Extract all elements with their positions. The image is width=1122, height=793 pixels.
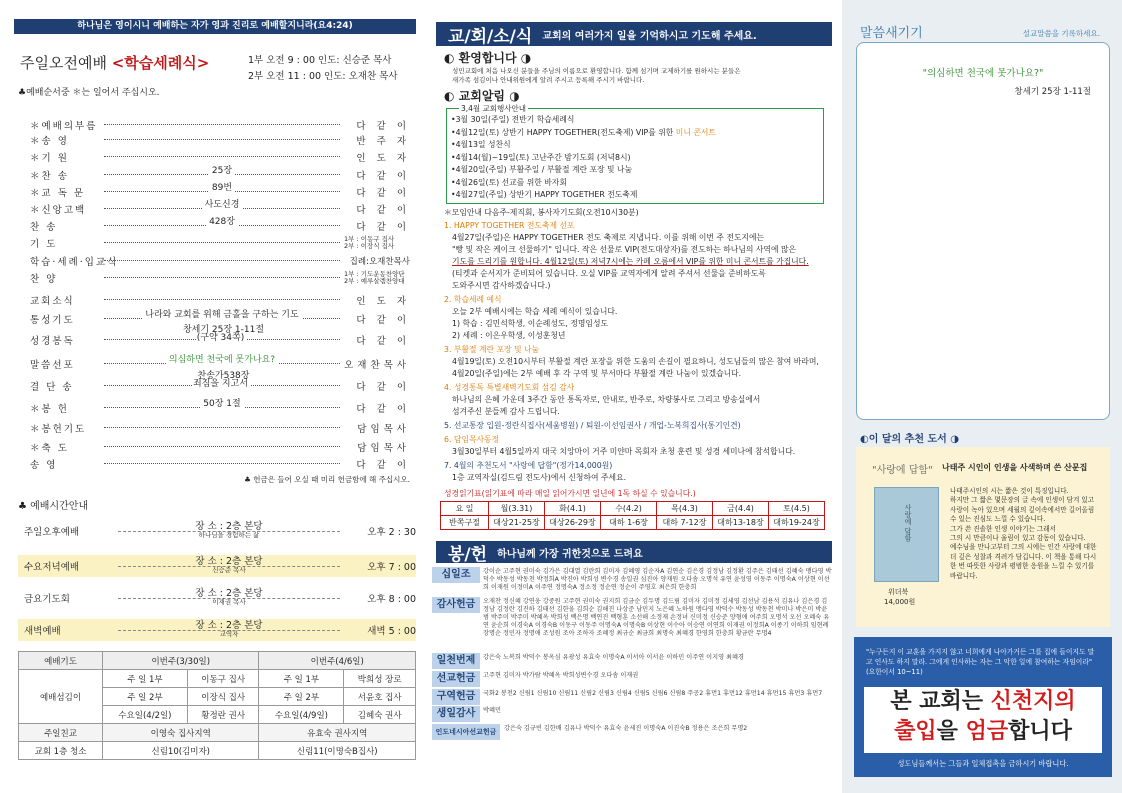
notice-title: ◐ 교회알림 ◑ [444, 89, 520, 103]
event-item: •4월26일(토) 선교를 위한 바자회 [451, 177, 567, 187]
order-item-text: 50장 1절 [200, 399, 243, 409]
book-price: 14,000원 [884, 598, 916, 606]
order-row [30, 401, 410, 414]
news-line: 1층 교역자실(김드림 전도사)에서 신청하여 주세요. [452, 473, 627, 482]
table-cell: 주일친교 [19, 724, 103, 742]
news-header-title: 교/회/소/식 [448, 26, 533, 47]
order-item-content [104, 218, 340, 226]
news-line: 오늘 2부 예배시에는 학습 세례 예식이 있습니다. [452, 307, 618, 316]
dotted-leader [104, 299, 340, 300]
table-cell: 대상21-25장 [489, 516, 545, 530]
service-time: 오후 2 : 30 [367, 527, 416, 538]
order-item-name: ＊교 독 문 [30, 187, 86, 199]
schedule-row [18, 619, 416, 641]
news-line: 4월20일(주일)에는 2부 예배 후 각 구역 및 부서마다 부활절 계란 나눔이 있겠습니다. [452, 369, 742, 378]
book-desc-line: 바랍니다. [950, 571, 978, 580]
table-cell: 토(4.5) [769, 502, 825, 516]
order-item-name: ＊기 원 [30, 152, 69, 164]
order-row [30, 236, 410, 249]
news-line: (티켓과 순서지가 준비되어 있습니다. 오실 VIP를 교역자에게 알려 주셔서 선물을 준비하도록 [452, 269, 766, 278]
table-cell: 화(4.1) [545, 502, 601, 516]
news-header [436, 22, 832, 46]
order-item-leader: 1부 : 이동구 집사 2부 : 이장식 집사 [344, 234, 395, 250]
worship-subtitle: <학습세례식> [111, 54, 210, 72]
order-item-content [104, 356, 340, 364]
order-row [30, 271, 410, 284]
offering-header-title: 봉/헌 [448, 544, 488, 565]
warning-box [864, 687, 1102, 753]
welcome-text-1: 성민교회에 처음 나오신 분들을 주님의 이름으로 환영합니다. 함께 섬기며 교제하기를 원하시는 분들은 [452, 67, 741, 75]
order-row [30, 371, 410, 393]
welcome-text-2: 새가족 섬김이나 안내위원에게 알려 주시고 등록해 주시기 바랍니다. [452, 76, 645, 84]
event-item: •4월13일 성찬식 [451, 140, 511, 149]
news-line: "빵 및 작은 케이크 선물하기" 입니다. 작은 선물로 VIP(전도대상자)를 전도하는 하나님의 사역에 많은 [452, 245, 797, 254]
dashed-leader [118, 520, 340, 539]
order-item-leader: 다 같 이 [356, 204, 410, 216]
top-banner: 하나님은 영이시니 예배하는 자가 영과 진리로 예배할지니라(요4:24) [14, 19, 416, 34]
order-item-text: 사도신경 [202, 200, 243, 210]
order-row [30, 168, 410, 181]
order-item-text: 89번 [209, 183, 235, 193]
order-row [30, 202, 410, 215]
order-item-leader: 담임목사 [357, 423, 410, 435]
order-item-content [104, 167, 340, 175]
offering-label: 생일감사 [432, 706, 480, 722]
place-text: 장 소 : 2층 본당 [195, 587, 263, 599]
order-item-leader: 집례:오재찬목사 [349, 256, 410, 267]
order-item-leader: 다 같 이 [356, 459, 410, 471]
event-item: •3월 30일(주일) 전반기 학습세례식 [451, 115, 575, 124]
order-item-name: 통성기도 [30, 314, 75, 326]
schedule-row [18, 587, 416, 609]
news-line: 6. 담임목사동정 [444, 435, 500, 444]
order-item-name: 찬 송 [30, 221, 58, 233]
book-panel [856, 447, 1110, 627]
offering-names: 강은숙 김규빈 김한배 김유나 박덕수 유효숙 윤세진 이명숙A 이진숙B 정용은 조은희 무명2 [504, 725, 748, 732]
order-item-content [104, 372, 340, 388]
service-name: 금요기도회 [24, 594, 70, 605]
order-note: ♣예배순서중 ＊는 일어서 주십시오. [18, 88, 160, 98]
news-line: 3월30일부터 4월5일까지 대국 치앙마이 거주 미얀마 목회자 초청 훈련 및 성경 세미나에 참석합니다. [452, 447, 796, 456]
offering-names: 국화2 봉천2 신림1 신림10 신림11 신림2 신림3 신림4 신림5 신림6 신림8 주공2 휴먼1 휴먼12 휴먼14 휴먼15 휴먼3 휴먼7 [483, 690, 823, 697]
dotted-leader [104, 124, 340, 125]
order-item-content [104, 311, 340, 319]
sermon-note-subtitle: 설교말씀을 기록하세요. [1022, 29, 1100, 38]
table-cell: 대하 7-12장 [657, 516, 713, 530]
table-cell: 이장식 집사 [187, 688, 259, 706]
book-name: "사랑에 답함" [872, 465, 933, 476]
order-item-text: 나라와 교회를 위해 금홀을 구하는 기도 [142, 310, 301, 320]
news-line: 4월27일(주일)은 HAPPY TOGETHER 전도 축제로 지냅니다. 이를 위해 이번 주 전도지에는 [452, 233, 765, 242]
bible-reading-title: 성경읽기표(읽기표에 따라 매일 읽어가시면 일년에 1독 하실 수 있습니다.) [444, 489, 696, 498]
book-desc-line: 하지만 그 짧은 몇문장의 글 속에 인생이 담겨 있고 [950, 496, 1095, 505]
order-item-content [104, 400, 340, 408]
offering-label: 일천번제 [432, 653, 480, 669]
table-cell: 목(4.3) [657, 502, 713, 516]
bible-reading-table [440, 501, 825, 530]
warning-panel [854, 637, 1112, 777]
order-item-name: ＊찬 송 [30, 170, 69, 182]
dotted-leader [104, 242, 340, 243]
order-item-leader: 담임목사 [357, 442, 410, 454]
event-box [446, 104, 824, 204]
news-line: 섬겨주신 분들께 감사 드립니다. [452, 407, 560, 416]
dotted-leader [104, 446, 340, 447]
order-row [30, 325, 410, 347]
table-cell: 수요일(4/2일) [103, 706, 188, 724]
table-cell: 신림10(김미자) [103, 742, 259, 760]
dotted-leader [104, 371, 340, 389]
order-row [30, 254, 410, 267]
order-item-name: ＊봉헌기도 [30, 423, 87, 435]
table-cell: 반쪽구절 [441, 516, 489, 530]
dotted-leader [104, 325, 340, 343]
service-name: 새벽예배 [24, 626, 61, 637]
offering-label: 인도네시아선교헌금 [432, 724, 500, 740]
news-line: 3. 부활절 계란 포장 및 나눔 [444, 345, 540, 354]
service-place [118, 522, 340, 540]
order-item-leader: 다 같 이 [356, 335, 410, 347]
order-item-leader: 다 같 이 [356, 120, 410, 132]
table-cell: 이번주(3/30일) [103, 652, 259, 670]
order-item-text: 의심하면 천국에 못가나요? [166, 355, 278, 365]
sermon-note-title: 말씀새기기 [860, 26, 923, 41]
order-item-name: 성경봉독 [30, 335, 75, 347]
news-header-subtitle: 교회의 여러가지 일을 기억하시고 기도해 주세요. [542, 30, 757, 42]
book-section-title: ◐이 달의 추천 도서 ◑ [860, 434, 959, 445]
order-row [30, 219, 410, 232]
order-row [30, 293, 410, 306]
table-cell: 황정란 권사 [187, 706, 259, 724]
book-desc-line: 그가 쓴 진솔한 인생 이야기는 그래서 [950, 524, 1057, 533]
order-item-leader: 오재찬목사 [344, 359, 410, 371]
order-item-name: ＊신앙고백 [30, 204, 87, 216]
table-cell: 주 일 2부 [103, 688, 188, 706]
dotted-leader [104, 156, 340, 157]
order-item-name: ＊축 도 [30, 442, 69, 454]
order-item-text: 찬송가538장 죄짐을 지고서 [192, 371, 250, 389]
table-cell: 신림11(이명숙B집사) [259, 742, 416, 760]
news-line: 4. 성경통독 특별새벽기도회 섬김 감사 [444, 383, 575, 392]
order-item-leader: 다 같 이 [356, 221, 410, 233]
sermon-note-box[interactable] [856, 42, 1110, 420]
warning-text: 본 교회는 [890, 689, 991, 714]
news-line: 4월19일(토) 오전10시부터 부활절 계란 포장을 위한 도움의 손길이 필요하니, 성도님들의 많은 참여 바라며, [452, 357, 819, 366]
book-desc-line: 나태주시인의 시는 짧은 것이 특징입니다. [950, 487, 1069, 495]
table-cell: 수(4.2) [601, 502, 657, 516]
news-line: 5. 선교통장 입원-정란식집사(세움병원) / 퇴원-이선임권사 / 개업-노복희집사(통기인견) [444, 421, 741, 430]
service-place [118, 589, 340, 607]
offering-names: 박혜민 [483, 707, 501, 714]
offering-header [436, 541, 832, 563]
order-row [30, 312, 410, 325]
table-cell: 대상26-29장 [545, 516, 601, 530]
left-column [0, 0, 428, 793]
place-text: 장 소 : 2층 본당 [195, 555, 263, 567]
order-item-content [104, 184, 340, 192]
place-text: 장 소 : 2층 본당 [195, 619, 263, 631]
book-tagline: 나태주 시인이 인생을 사색하며 쓴 산문집 [942, 463, 1088, 472]
order-item-name: 교회소식 [30, 295, 75, 307]
table-cell: 이번주(4/6일) [259, 652, 416, 670]
order-item-name: 기 도 [30, 238, 58, 250]
warning-verse: "누구든지 이 교훈을 가지지 않고 너희에게 나아가거든 그를 집에 들이지도 말고 인사도 하지 말라. 그에게 인사하는 자는 그 악한 일에 참여하는 자임이라" (요한이서 10~11) [866, 648, 1095, 676]
order-row [30, 457, 410, 470]
event-item [451, 127, 716, 140]
dotted-leader [104, 427, 340, 428]
place-sub: 신승준 목사 [212, 565, 246, 574]
table-cell: 주 일 1부 [103, 670, 188, 688]
news-line: 도와주시면 감사하겠습니다.) [452, 281, 551, 290]
table-cell: 교회 1층 청소 [19, 742, 103, 760]
warning-red-text: 출입 [894, 719, 937, 744]
order-item-leader: 다 같 이 [356, 187, 410, 199]
table-cell: 서윤호 집사 [344, 688, 416, 706]
news-line: 2) 세례 : 이은우학생, 이성훈청년 [452, 331, 566, 340]
dotted-leader [104, 217, 340, 227]
offering-label: 구역헌금 [432, 689, 480, 705]
warning-red-text: 신천지의 [990, 689, 1076, 714]
order-item-name: 결 단 송 [30, 381, 74, 393]
dotted-leader [104, 355, 340, 365]
offering-names: 오재찬 정신혜 강연웅 강중원 고주현 권미숙 권지희 김금순 김두명 김드림 김미자 김미정 김세영 김선남 김용석 김유나 김은경 김정남 김정란 김진하 김태선 김한올 김희순 김해진 나상준 남민지 노은혜 노하원 맹다영 박덕수 박동성 박동천 박미나 박은미 박윤범 박주미 박주미 박혜옥 박희성 백은명 백연진 백형훈 소선해 소정재 손정녀 신미정 신승준 양형애 여주희 오명석 오선 오혜숙 유연 윤순희 이경숙A 이경숙B 이동구 이동주 이명숙A 이명숙B 이상현 이수아 이승연 이연희 이재권 이정희A 이종기 이하희 임현례 장명순 정민자 정명애 조성원 조아 조하자 조혜정 최규순 최금희 최명숙 최혜경 한영희 한충희 황금란 무명4 [483, 598, 830, 637]
warning-red-text: 엄금 [965, 719, 1009, 744]
offering-names: 강이순 고주현 권미숙 김가은 김대열 김란희 김미자 김혜영 김순자A 김연순 김은경 김정남 김정환 김주은 김태선 김혜숙 맹다영 박덕수 박동성 박동천 박정희A 박진아 박희성 변수경 송일권 심진아 양재원 오다솜 오명석 유연 윤성영 이동주 이명숙A 이상현 이선희 이재원 이정미A 이주연 정명숙A 정소정 정순연 정순이 주영호 최은희 한충희 [483, 568, 832, 591]
dotted-leader [104, 139, 340, 140]
warning-text: 을 [936, 719, 966, 744]
order-item-content [104, 326, 340, 342]
order-item-name: ＊예배의부름 [30, 120, 98, 132]
order-item-text: 창세기 25장 1-11절 (구약 34쪽) [180, 325, 264, 343]
dashed-leader [118, 587, 340, 606]
news-line: 2. 학습세례 예식 [444, 295, 502, 304]
worship-title [20, 52, 209, 73]
warning-line-2 [864, 717, 1102, 747]
dotted-leader [104, 310, 340, 320]
place-sub: 하나님을 경험하는 삶 [198, 530, 260, 539]
place-sub: 이재권 목사 [212, 597, 246, 606]
order-item-leader: 다 같 이 [356, 403, 410, 415]
table-cell: 주 일 1부 [259, 670, 344, 688]
offering-label: 선교헌금 [432, 671, 480, 687]
dashed-leader [118, 619, 340, 638]
order-item-leader: 인 도 자 [356, 152, 410, 164]
table-cell: 김혜숙 권사 [344, 706, 416, 724]
table-cell: 대하19-24장 [769, 516, 825, 530]
table-cell: 이동구 집사 [187, 670, 259, 688]
event-list [451, 114, 716, 202]
book-desc-line: 그의 시 만큼이나 울림이 있고 감동이 있습니다. [950, 534, 1086, 543]
order-item-name: 송 영 [30, 459, 58, 471]
dotted-leader [104, 277, 340, 278]
table-cell: 대하 1-6장 [601, 516, 657, 530]
order-item-leader: 다 같 이 [356, 314, 410, 326]
order-item-leader: 인 도 자 [356, 295, 410, 307]
order-row [30, 133, 410, 146]
offering-label: 십일조 [432, 567, 480, 583]
order-item-leader: 다 같 이 [356, 381, 410, 393]
service-name: 수요저녁예배 [24, 562, 80, 573]
order-row [30, 440, 410, 453]
offering-label: 감사헌금 [432, 597, 480, 613]
order-item-name: ＊봉 헌 [30, 403, 69, 415]
book-description [950, 487, 1096, 581]
order-item-name: 찬 양 [30, 273, 58, 285]
news-line: 기도를 드리기를 원합니다. 4월12일(토) 저녁7시에는 카페 오름에서 VIP를 위한 미니 콘서트를 가집니다. [452, 257, 809, 266]
prayer-service-table [18, 651, 416, 760]
dotted-leader [104, 463, 340, 464]
meeting-note: ＊모임안내 다음주-제직회, 봉사자기도회(오전10시30분) [444, 208, 639, 217]
sermon-quote: "의심하면 천국에 못가나요?" [922, 68, 1044, 79]
worship-name: 주일오전예배 [20, 54, 107, 72]
sermon-reference: 창세기 25장 1-11절 [1014, 87, 1091, 97]
book-desc-line: 예수님을 만나고부터 그의 시에는 인간 사랑에 대한 [950, 543, 1097, 552]
table-cell: 박희성 장로 [344, 670, 416, 688]
news-line: 7. 4월의 추천도서 "사랑에 답함"(정가14,000원) [444, 461, 613, 470]
table-cell: 주 일 2부 [259, 688, 344, 706]
book-cover-title: 사랑에 답함 [904, 504, 912, 542]
book-desc-line: 한 번 따뜻한 사랑과 평범한 응원을 느낄 수 있기를 [950, 562, 1095, 571]
order-item-text: 428장 [206, 217, 238, 227]
event-text: •4월12일(토) 상반기 HAPPY TOGETHER(전도축제) VIP를 위한 [451, 127, 676, 137]
book-cover [874, 487, 939, 582]
dotted-leader [104, 166, 340, 176]
event-item: •4월14(월)~19일(토) 고난주간 밤기도회 (저녁8시) [451, 152, 631, 162]
right-column [842, 0, 1122, 793]
news-line: 하나님의 은혜 가운데 3주간 동안 통독자로, 안내로, 반주로, 차량봉사로 그리고 방송실에서 [452, 395, 761, 404]
warning-line-1 [864, 687, 1102, 717]
offering-names: 강은숙 노복희 박덕수 봉옥심 유광성 유효숙 이명숙A 이서아 이서윤 이하민 이주연 이지영 최혜경 [483, 654, 744, 661]
table-cell: 월(3.31) [489, 502, 545, 516]
offering-header-subtitle: 하나님께 가장 귀한것으로 드려요 [497, 548, 643, 560]
place-text: 장 소 : 2층 본당 [195, 520, 263, 532]
service-name: 주일오후예배 [24, 527, 80, 538]
order-row [30, 357, 410, 370]
warning-note: 성도님들께서는 그들과 일체접촉을 금하시기 바랍니다. [897, 759, 1069, 768]
order-item-name: 말씀선포 [30, 359, 75, 371]
table-cell: 요 일 [441, 502, 489, 516]
order-row [30, 421, 410, 434]
event-item: •4월20일(주일) 부활주일 / 부활절 계란 포장 및 나눔 [451, 165, 633, 174]
order-row [30, 150, 410, 163]
place-sub: 교역자 [219, 629, 239, 638]
schedule-row [18, 520, 416, 542]
table-cell: 유효숙 권사지역 [259, 724, 416, 742]
book-desc-line: 사랑이 녹아 있으며 세월의 깊이속에서만 길어올림 [950, 505, 1095, 514]
table-cell: 예배섬김이 [19, 670, 103, 724]
book-publisher: 위더북 [888, 588, 909, 596]
schedule-row [18, 555, 416, 577]
order-item-name: 학습·세례·입교식 [30, 256, 119, 268]
service-time: 새벽 5 : 00 [367, 626, 416, 637]
order-item-name: ＊송 영 [30, 135, 69, 147]
order-item-leader: 반 주 자 [356, 135, 410, 147]
schedule-title: ♣ 예배시간안내 [18, 501, 89, 512]
concert-highlight: 미니 콘서트 [675, 127, 716, 137]
dotted-leader [104, 200, 340, 210]
news-line: 1. HAPPY TOGETHER 전도축제 선포 [444, 221, 575, 230]
warning-text: 합니다 [1008, 719, 1072, 744]
welcome-title: ◐ 환영합니다 ◑ [444, 51, 532, 65]
order-item-leader: 1부 : 기도운동찬양단 2부 : 예루살렘찬양대 [344, 269, 405, 285]
table-cell: 금(4.4) [713, 502, 769, 516]
order-item-leader: 다 같 이 [356, 170, 410, 182]
offering-names: 고주현 김미자 박가람 박혜옥 박희성변수경 오다솜 이재권 [483, 672, 639, 679]
event-box-title: 3,4월 교회행사안내 [461, 104, 527, 113]
table-cell: 이영숙 집사지역 [103, 724, 259, 742]
table-cell: 수요일(4/9일) [259, 706, 344, 724]
service-place [118, 621, 340, 639]
table-cell: 대하13-18장 [713, 516, 769, 530]
dashed-leader [118, 555, 340, 574]
news-line: 1) 학습 : 김민석학생, 이순례성도, 정명임성도 [452, 319, 609, 328]
service-place [118, 557, 340, 575]
order-row [30, 185, 410, 198]
dotted-leader [104, 399, 340, 409]
offering-note: ♣ 헌금은 들어 오실 때 미리 헌금함에 해 주십시오. [244, 475, 410, 484]
order-item-content [104, 201, 340, 209]
book-desc-line: 더 깊은 성찰과 격려가 담깁니다. 이 책을 통해 다시 [950, 552, 1097, 561]
service-time: 오후 7 : 00 [367, 562, 416, 573]
dotted-leader [104, 260, 340, 261]
table-cell: 예배기도 [19, 652, 103, 670]
service-time: 오후 8 : 00 [367, 594, 416, 605]
order-item-text: 25장 [209, 166, 235, 176]
worship-time-2: 2부 오전 11 : 00 인도: 오재찬 목사 [248, 71, 398, 82]
dotted-leader [104, 183, 340, 193]
event-item: •4월27일(주일) 상반기 HAPPY TOGETHER 전도축제 [451, 190, 638, 199]
worship-time-1: 1부 오전 9 : 00 인도: 신승준 목사 [248, 55, 392, 66]
order-row [30, 118, 410, 131]
book-desc-line: 수 있는 진심도 느낄 수 있습니다. [950, 515, 1046, 524]
